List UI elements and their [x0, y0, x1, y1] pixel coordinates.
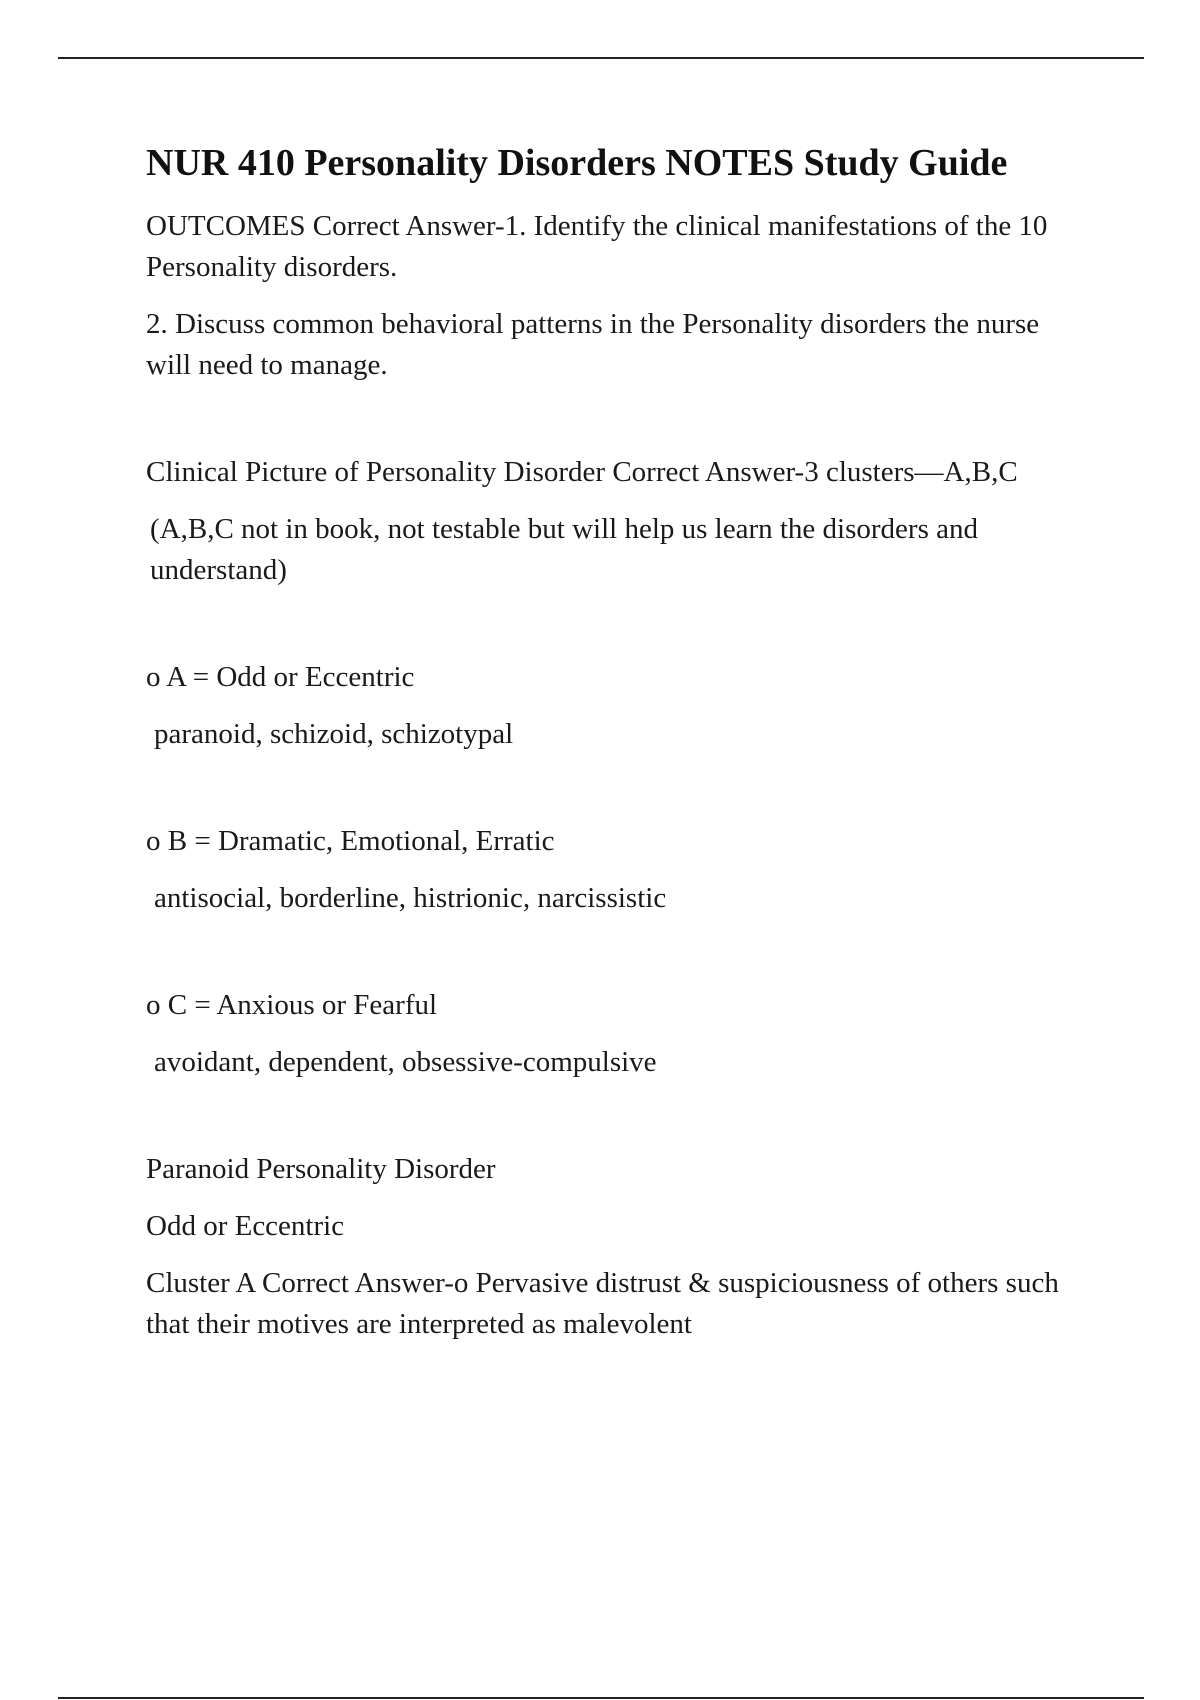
cluster-b-heading: o B = Dramatic, Emotional, Erratic	[146, 824, 555, 857]
cluster-c-heading: o C = Anxious or Fearful	[146, 988, 438, 1021]
cluster-c-types: avoidant, dependent, obsessive-compulsive	[154, 1045, 657, 1078]
document-page	[146, 140, 1086, 1345]
bottom-rule	[58, 1697, 1144, 1699]
outcome-2-paragraph: 2. Discuss common behavioral patterns in the Personality disorders the nurse will need to manage.	[146, 307, 1040, 381]
top-rule	[58, 57, 1144, 59]
cluster-a-types: paranoid, schizoid, schizotypal	[154, 717, 514, 750]
paranoid-title: Paranoid Personality Disorder	[146, 1152, 496, 1185]
outcomes-paragraph: OUTCOMES Correct Answer-1. Identify the clinical manifestations of the 10 Personality disorders.	[146, 209, 1048, 283]
document-title: NUR 410 Personality Disorders NOTES Study Guide	[146, 142, 1008, 184]
clinical-picture-paragraph: Clinical Picture of Personality Disorder Correct Answer-3 clusters—A,B,C	[146, 455, 1018, 488]
paranoid-answer: Cluster A Correct Answer-o Pervasive distrust & suspiciousness of others such that their motives are interpreted as malevolent	[146, 1266, 1059, 1340]
cluster-b-types: antisocial, borderline, histrionic, narcissistic	[154, 881, 667, 914]
cluster-a-heading: o A = Odd or Eccentric	[146, 660, 415, 693]
clinical-note-paragraph: (A,B,C not in book, not testable but will help us learn the disorders and understand)	[150, 512, 978, 586]
paranoid-subtitle: Odd or Eccentric	[146, 1209, 345, 1242]
